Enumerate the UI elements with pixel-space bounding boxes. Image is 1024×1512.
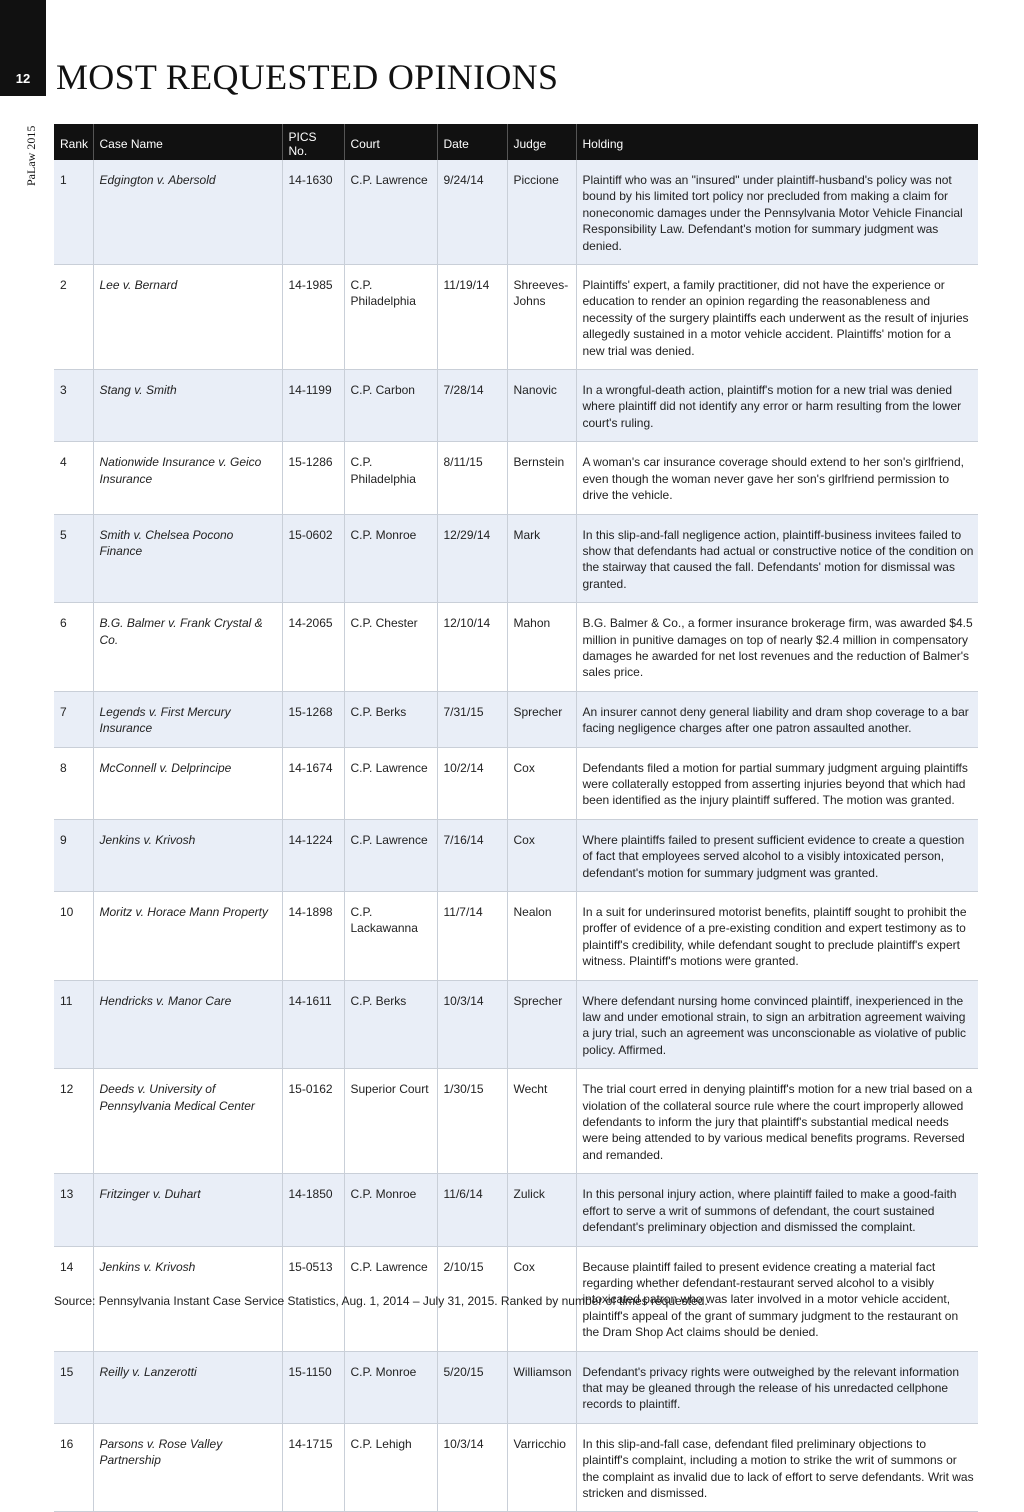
source-note: Source: Pennsylvania Instant Case Service Statistics, Aug. 1, 2014 – July 31, 2015. Ranked by number of times requested. [54, 1294, 708, 1308]
table-row [54, 747, 978, 819]
cell-case-name: Hendricks v. Manor Care [93, 980, 282, 1069]
header-date: Date [437, 124, 507, 160]
cell-case-name: McConnell v. Delprincipe [93, 747, 282, 819]
cell-court: C.P. Chester [344, 603, 437, 692]
table-row [54, 265, 978, 370]
cell-rank: 15 [54, 1351, 93, 1423]
cell-date: 7/31/15 [437, 691, 507, 747]
cell-holding: B.G. Balmer & Co., a former insurance brokerage firm, was awarded $4.5 million in punitive damages on top of nearly $2.4 million in compensatory damages he awarded for net lost revenues and the reduction of Balmer's sales price. [576, 603, 978, 692]
cell-rank: 3 [54, 370, 93, 442]
cell-holding: A woman's car insurance coverage should extend to her son's girlfriend, even though the woman never gave her son's girlfriend permission to drive the vehicle. [576, 442, 978, 514]
cell-pics-no: 14-1985 [282, 265, 344, 370]
cell-date: 10/3/14 [437, 1423, 507, 1512]
cell-court: C.P. Lawrence [344, 819, 437, 891]
cell-holding: Plaintiffs' expert, a family practitioner, did not have the experience or education to render an opinion regarding the reasonableness and necessity of the surgery plaintiffs each underwent as the result of injuries allegedly sustained in a motor vehicle accident. Plaintiffs' motion for a new trial was denied. [576, 265, 978, 370]
table-row [54, 442, 978, 514]
cell-rank: 1 [54, 160, 93, 265]
cell-rank: 6 [54, 603, 93, 692]
cell-pics-no: 15-0602 [282, 514, 344, 603]
cell-judge: Cox [507, 747, 576, 819]
cell-date: 12/10/14 [437, 603, 507, 692]
cell-date: 7/28/14 [437, 370, 507, 442]
cell-date: 12/29/14 [437, 514, 507, 603]
cell-rank: 9 [54, 819, 93, 891]
cell-judge: Mahon [507, 603, 576, 692]
cell-case-name: Stang v. Smith [93, 370, 282, 442]
cell-holding: In this slip-and-fall negligence action, plaintiff-business invitees failed to show that defendants had actual or constructive notice of the condition on the stairway that caused the fall. Defendants' motion for dismissal was granted. [576, 514, 978, 603]
cell-court: C.P. Monroe [344, 514, 437, 603]
cell-judge: Wecht [507, 1069, 576, 1174]
table-row [54, 980, 978, 1069]
cell-court: C.P. Lawrence [344, 747, 437, 819]
cell-pics-no: 14-1630 [282, 160, 344, 265]
cell-rank: 4 [54, 442, 93, 514]
cell-court: C.P. Lawrence [344, 1246, 437, 1351]
cell-holding: Defendant's privacy rights were outweighed by the relevant information that may be gleaned through the release of his unredacted cellphone records to plaintiff. [576, 1351, 978, 1423]
cell-court: C.P. Lackawanna [344, 892, 437, 981]
cell-judge: Nanovic [507, 370, 576, 442]
cell-judge: Cox [507, 819, 576, 891]
table-row [54, 160, 978, 265]
cell-judge: Sprecher [507, 980, 576, 1069]
cell-judge: Sprecher [507, 691, 576, 747]
cell-date: 5/20/15 [437, 1351, 507, 1423]
cell-judge: Nealon [507, 892, 576, 981]
cell-rank: 14 [54, 1246, 93, 1351]
cell-rank: 16 [54, 1423, 93, 1512]
cell-date: 1/30/15 [437, 1069, 507, 1174]
cell-pics-no: 14-1199 [282, 370, 344, 442]
cell-judge: Shreeves-Johns [507, 265, 576, 370]
table-row [54, 603, 978, 692]
table-row [54, 514, 978, 603]
cell-court: C.P. Philadelphia [344, 442, 437, 514]
header-case-name: Case Name [93, 124, 282, 160]
cell-holding: In this slip-and-fall case, defendant filed preliminary objections to plaintiff's complaint, including a motion to strike the writ of summons or the complaint as invalid due to lack of effort to serve defendants. Writ was stricken and dismissed. [576, 1423, 978, 1512]
cell-pics-no: 14-1898 [282, 892, 344, 981]
cell-case-name: Legends v. First Mercury Insurance [93, 691, 282, 747]
cell-court: C.P. Lehigh [344, 1423, 437, 1512]
cell-judge: Zulick [507, 1174, 576, 1246]
cell-court: C.P. Monroe [344, 1351, 437, 1423]
cell-holding: In this personal injury action, where plaintiff failed to make a good-faith effort to serve a writ of summons of defendant, the court sustained defendant's preliminary objection and dismissed the complaint. [576, 1174, 978, 1246]
cell-pics-no: 14-1224 [282, 819, 344, 891]
cell-holding: Where defendant nursing home convinced plaintiff, inexperienced in the law and under emotional strain, to sign an arbitration agreement waiving a jury trial, such an agreement was unconscionable as violative of public policy. Affirmed. [576, 980, 978, 1069]
cell-holding: Defendants filed a motion for partial summary judgment arguing plaintiffs were collaterally estopped from asserting injuries beyond that which had been identified as the injury plaintiff suffered. The motion was granted. [576, 747, 978, 819]
cell-pics-no: 14-1715 [282, 1423, 344, 1512]
cell-judge: Bernstein [507, 442, 576, 514]
page-number: 12 [15, 71, 31, 86]
cell-holding: The trial court erred in denying plaintiff's motion for a new trial based on a violation of the collateral source rule where the court improperly allowed defendants to inform the jury that plaintiff's substantial medical needs were being attended to by various medical benefits programs. Reversed and remanded. [576, 1069, 978, 1174]
cell-court: C.P. Berks [344, 691, 437, 747]
cell-judge: Williamson [507, 1351, 576, 1423]
cell-pics-no: 15-1268 [282, 691, 344, 747]
header-court: Court [344, 124, 437, 160]
cell-rank: 13 [54, 1174, 93, 1246]
page-title: MOST REQUESTED OPINIONS [56, 57, 559, 97]
cell-case-name: Edgington v. Abersold [93, 160, 282, 265]
cell-date: 7/16/14 [437, 819, 507, 891]
cell-pics-no: 15-0513 [282, 1246, 344, 1351]
table-row [54, 691, 978, 747]
cell-judge: Mark [507, 514, 576, 603]
cell-case-name: Moritz v. Horace Mann Property [93, 892, 282, 981]
table-row [54, 1174, 978, 1246]
cell-rank: 12 [54, 1069, 93, 1174]
cell-court: C.P. Berks [344, 980, 437, 1069]
cell-pics-no: 14-1674 [282, 747, 344, 819]
cell-holding: Where plaintiffs failed to present sufficient evidence to create a question of fact that employees served alcohol to a visibly intoxicated person, defendant's motion for summary judgment was granted. [576, 819, 978, 891]
table-row [54, 819, 978, 891]
cell-case-name: Lee v. Bernard [93, 265, 282, 370]
cell-case-name: Nationwide Insurance v. Geico Insurance [93, 442, 282, 514]
cell-date: 11/19/14 [437, 265, 507, 370]
cell-pics-no: 15-0162 [282, 1069, 344, 1174]
table-header-row [54, 124, 978, 160]
cell-date: 11/7/14 [437, 892, 507, 981]
header-pics-no: PICS No. [282, 124, 344, 160]
cell-case-name: Reilly v. Lanzerotti [93, 1351, 282, 1423]
cell-case-name: Smith v. Chelsea Pocono Finance [93, 514, 282, 603]
cell-court: C.P. Carbon [344, 370, 437, 442]
cell-date: 9/24/14 [437, 160, 507, 265]
cell-rank: 5 [54, 514, 93, 603]
cell-date: 10/3/14 [437, 980, 507, 1069]
cell-rank: 7 [54, 691, 93, 747]
cell-holding: Plaintiff who was an "insured" under plaintiff-husband's policy was not bound by his limited tort policy nor precluded from making a claim for noneconomic damages under the Pennsylvania Motor Vehicle Financial Responsibility Law. Defendant's motion for summary judgment was denied. [576, 160, 978, 265]
cell-case-name: Fritzinger v. Duhart [93, 1174, 282, 1246]
cell-case-name: Parsons v. Rose Valley Partnership [93, 1423, 282, 1512]
cell-judge: Piccione [507, 160, 576, 265]
cell-holding: In a suit for underinsured motorist benefits, plaintiff sought to prohibit the proffer of evidence of a pre-existing condition and expert testimony as to plaintiff's credibility, while defendant sought to preclude plaintiff's expert witness. Plaintiff's motions were granted. [576, 892, 978, 981]
cell-rank: 10 [54, 892, 93, 981]
cell-date: 8/11/15 [437, 442, 507, 514]
cell-court: C.P. Philadelphia [344, 265, 437, 370]
cell-judge: Varricchio [507, 1423, 576, 1512]
cell-pics-no: 14-1611 [282, 980, 344, 1069]
cell-pics-no: 15-1150 [282, 1351, 344, 1423]
header-rank: Rank [54, 124, 93, 160]
cell-rank: 11 [54, 980, 93, 1069]
cell-holding: An insurer cannot deny general liability and dram shop coverage to a bar facing negligence charges after one patron assaulted another. [576, 691, 978, 747]
cell-case-name: B.G. Balmer v. Frank Crystal & Co. [93, 603, 282, 692]
cell-date: 11/6/14 [437, 1174, 507, 1246]
cell-rank: 2 [54, 265, 93, 370]
cell-date: 10/2/14 [437, 747, 507, 819]
header-judge: Judge [507, 124, 576, 160]
header-holding: Holding [576, 124, 978, 160]
cell-pics-no: 14-2065 [282, 603, 344, 692]
cell-judge: Cox [507, 1246, 576, 1351]
cell-rank: 8 [54, 747, 93, 819]
table-row [54, 370, 978, 442]
cell-case-name: Jenkins v. Krivosh [93, 819, 282, 891]
table-row [54, 1423, 978, 1512]
cell-court: C.P. Lawrence [344, 160, 437, 265]
cell-holding: In a wrongful-death action, plaintiff's motion for a new trial was denied where plaintiff did not identify any error or harm resulting from the lower court's ruling. [576, 370, 978, 442]
cell-case-name: Deeds v. University of Pennsylvania Medical Center [93, 1069, 282, 1174]
cell-court: Superior Court [344, 1069, 437, 1174]
table-row [54, 1069, 978, 1174]
cell-date: 2/10/15 [437, 1246, 507, 1351]
cell-pics-no: 14-1850 [282, 1174, 344, 1246]
cell-pics-no: 15-1286 [282, 442, 344, 514]
cell-case-name: Jenkins v. Krivosh [93, 1246, 282, 1351]
table-row [54, 1351, 978, 1423]
table-row [54, 892, 978, 981]
side-label: PaLaw 2015 [24, 125, 38, 186]
cell-holding: Because plaintiff failed to present evidence creating a material fact regarding whether defendant-restaurant served alcohol to a visibly intoxicated patron who was later involved in a motor vehicle accident, plaintiff's appeal of the grant of summary judgment to the restaurant on the Dram Shop Act claims should be denied. [576, 1246, 978, 1351]
cell-court: C.P. Monroe [344, 1174, 437, 1246]
